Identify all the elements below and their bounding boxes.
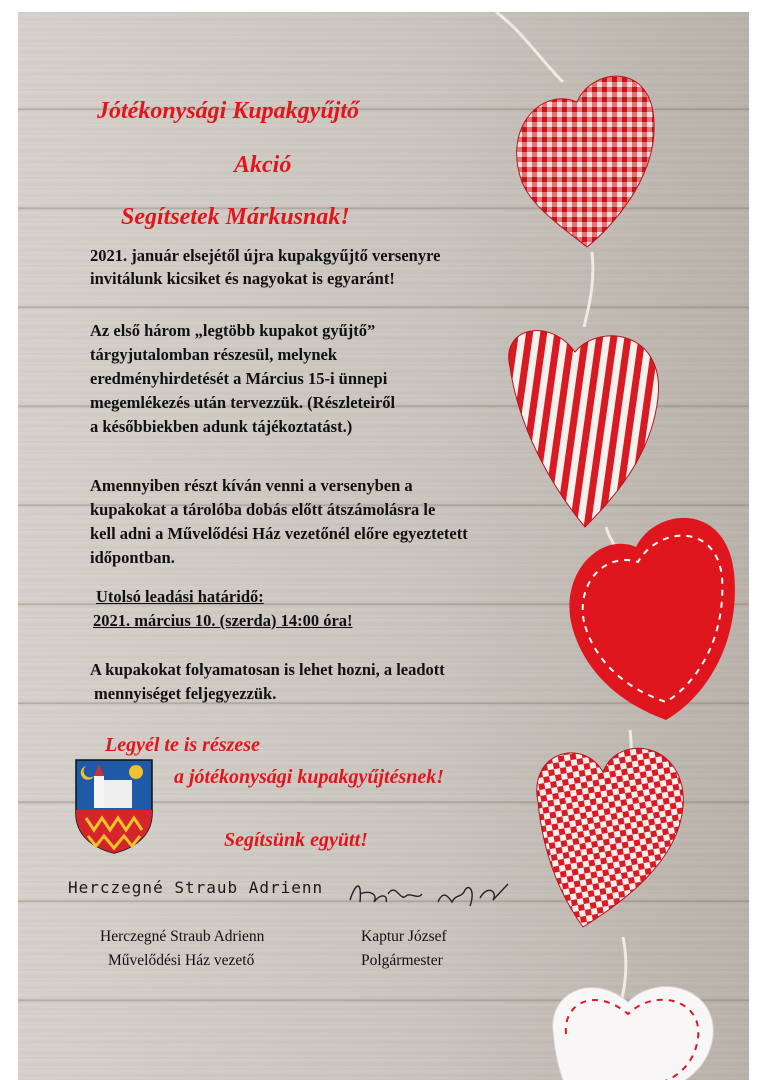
slogan-line-2: a jótékonysági kupakgyűjtésnek! bbox=[174, 766, 445, 788]
intro-line: 2021. január elsejétől újra kupakgyűjtő versenyre bbox=[90, 246, 441, 265]
left-handwritten-signature: Herczegné Straub Adrienn bbox=[68, 878, 324, 897]
coat-of-arms-icon bbox=[74, 758, 154, 854]
striped-heart-icon bbox=[500, 317, 670, 532]
right-handwritten-signature bbox=[348, 872, 518, 917]
continuous-line: mennyiséget feljegyezzük. bbox=[94, 684, 277, 703]
prize-line: eredményhirdetését a Március 15-i ünnepi bbox=[90, 369, 388, 388]
poster bbox=[18, 12, 749, 1080]
participation-line: kupakokat a tárolóba dobás előtt átszámolásra le bbox=[90, 500, 436, 519]
white-heart-icon bbox=[548, 972, 718, 1080]
continuous-line: A kupakokat folyamatosan is lehet hozni, a leadott bbox=[90, 660, 445, 679]
title-line-1: Jótékonysági Kupakgyűjtő bbox=[97, 98, 360, 124]
prize-line: tárgyjutalomban részesül, melynek bbox=[90, 345, 338, 364]
checkered-heart-icon bbox=[523, 732, 693, 932]
left-signer-name: Herczegné Straub Adrienn bbox=[100, 928, 265, 945]
participation-line: időpontban. bbox=[90, 548, 175, 567]
gingham-heart-icon bbox=[502, 67, 662, 247]
title-line-3: Segítsetek Márkusnak! bbox=[121, 204, 350, 230]
right-signer-name: Kaptur József bbox=[361, 928, 447, 945]
slogan-line-1: Legyél te is részese bbox=[105, 734, 260, 756]
title-line-2: Akció bbox=[234, 152, 292, 178]
red-heart-icon bbox=[566, 502, 746, 722]
prize-line: megemlékezés után tervezzük. (Részleteiről bbox=[90, 393, 396, 412]
prize-line: Az első három „legtöbb kupakot gyűjtő” bbox=[90, 321, 376, 340]
deadline-label: Utolsó leadási határidő: bbox=[96, 587, 264, 606]
participation-line: Amennyiben részt kíván venni a versenyben a bbox=[90, 476, 413, 495]
participation-line: kell adni a Művelődési Ház vezetőnél előre egyeztetett bbox=[90, 524, 468, 543]
deadline-date: 2021. március 10. (szerda) 14:00 óra! bbox=[93, 611, 353, 630]
intro-line: invitálunk kicsiket és nagyokat is egyaránt! bbox=[90, 269, 395, 288]
right-signer-title: Polgármester bbox=[361, 952, 443, 969]
left-signer-title: Művelődési Ház vezető bbox=[108, 952, 255, 969]
slogan-line-3: Segítsünk együtt! bbox=[224, 829, 368, 851]
prize-line: a későbbiekben adunk tájékoztatást.) bbox=[90, 417, 353, 436]
